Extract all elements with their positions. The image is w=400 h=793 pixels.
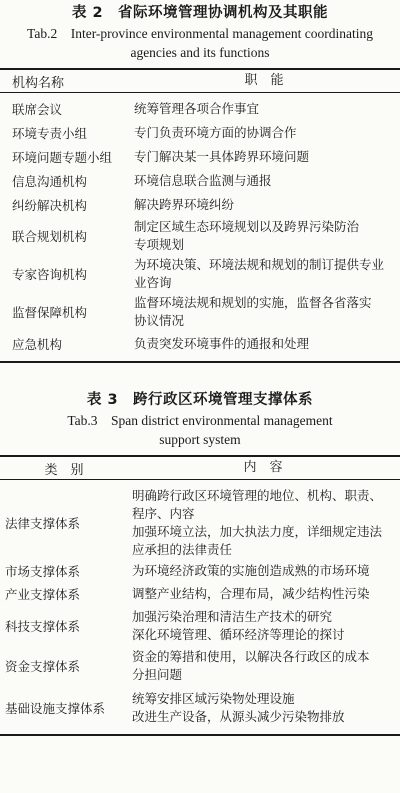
table-2 <box>0 0 400 363</box>
table-3-bottom-rule <box>0 734 400 736</box>
table-2-header-row <box>0 70 400 92</box>
table-3-header-row <box>0 457 400 479</box>
table-3-cell-name: 产业支撑体系 <box>5 587 81 602</box>
table-2-header-name: 机构名称 <box>12 75 65 91</box>
table-2-cell-name: 环境专责小组 <box>12 126 88 141</box>
table-2-row <box>0 145 400 169</box>
table-2-text-line: 协议情况 <box>134 313 185 328</box>
table-2-text-line: 专项规划 <box>134 237 185 252</box>
table-2-text-line: 专门解决某一具体跨界环境问题 <box>134 149 310 164</box>
table-2-cell-function <box>128 294 400 330</box>
table-2-cell-function <box>128 218 400 254</box>
table-3-text-line: 应承担的法律责任 <box>132 542 233 557</box>
table-3-text-line: 深化环境管理、循环经济等理论的探讨 <box>132 627 345 642</box>
table-3-text-line: 程序、内容 <box>132 506 195 521</box>
table-2-row <box>0 255 400 293</box>
table-3-row <box>0 582 400 606</box>
table-2-bottom-rule <box>0 361 400 363</box>
table-2-cell-function <box>128 100 400 118</box>
table-3-text-line: 明确跨行政区环境管理的地位、机构、职责、 <box>132 488 383 503</box>
table-3-title-en-line1: Tab.3 Span district environmental management <box>67 413 333 428</box>
table-2-text-line: 专门负责环境方面的协调合作 <box>134 125 297 140</box>
table-2-text-line: 统筹管理各项合作事宜 <box>134 101 260 116</box>
table-2-cell-name: 监督保障机构 <box>12 305 88 320</box>
table-3-text-line: 改进生产设备，从源头减少污染物排放 <box>132 709 345 724</box>
table-2-title-en-line2: agencies and its functions <box>130 45 270 60</box>
table-3-row <box>0 686 400 730</box>
table-2-row <box>0 331 400 357</box>
table-3-cell-content <box>128 690 400 726</box>
table-3-text-line: 加强环境立法，加大执法力度，详细规定违法 <box>132 524 383 539</box>
table-2-title-en-line1: Tab.2 Inter-province environmental management coordinating <box>27 26 373 41</box>
table-3-text-line: 统筹安排区域污染物处理设施 <box>132 691 295 706</box>
table-2-cell-function <box>128 148 400 166</box>
table-3-cell-content <box>128 562 400 580</box>
table-2-row <box>0 97 400 121</box>
table-3-text-line: 加强污染治理和清洁生产技术的研究 <box>132 609 333 624</box>
table-3-header-category: 类 别 <box>44 462 84 478</box>
table-2-cell-function <box>128 172 400 190</box>
table-3-row <box>0 560 400 582</box>
table-3-cell-content <box>128 585 400 603</box>
table-2-cell-name: 联合规划机构 <box>12 229 88 244</box>
table-3-row <box>0 486 400 560</box>
table-3-body <box>0 480 400 730</box>
table-3-title-en-line2: support system <box>159 432 241 447</box>
table-2-body <box>0 93 400 357</box>
table-3-text-line: 分担问题 <box>132 667 183 682</box>
table-3-cell-name: 市场支撑体系 <box>5 564 81 579</box>
table-3-cell-content <box>128 487 400 559</box>
table-2-cell-name: 联席会议 <box>12 102 63 117</box>
table-2-text-line: 制定区域生态环境规划以及跨界污染防治 <box>134 219 360 234</box>
table-3-header-content: 内 容 <box>243 460 283 475</box>
table-3-text-line: 为环境经济政策的实施创造成熟的市场环境 <box>132 563 370 578</box>
table-2-cell-function <box>128 124 400 142</box>
table-2-row <box>0 121 400 145</box>
table-2-header-function: 职 能 <box>244 73 284 88</box>
table-2-title-cn: 表 2 省际环境管理协调机构及其职能 <box>71 5 329 21</box>
table-2-row <box>0 293 400 331</box>
table-2-cell-function <box>128 196 400 214</box>
table-2-text-line: 解决跨界环境纠纷 <box>134 197 235 212</box>
table-2-cell-name: 专家咨询机构 <box>12 267 88 282</box>
table-2-text-line: 监督环境法规和规划的实施，监督各省落实 <box>134 295 372 310</box>
table-3-cell-content <box>128 648 400 684</box>
table-2-text-line: 为环境决策、环境法规和规划的制订提供专业 <box>134 257 385 272</box>
table-3-row <box>0 606 400 646</box>
table-2-cell-name: 纠纷解决机构 <box>12 198 88 213</box>
table-2-cell-function <box>128 335 400 353</box>
table-3-cell-name: 法律支撑体系 <box>5 516 81 531</box>
table-2-cell-name: 信息沟通机构 <box>12 174 88 189</box>
table-3-cell-name: 资金支撑体系 <box>5 659 81 674</box>
table-2-row <box>0 217 400 255</box>
table-2-row <box>0 169 400 193</box>
table-2-row <box>0 193 400 217</box>
table-2-text-line: 负责突发环境事件的通报和处理 <box>134 336 310 351</box>
table-3-row <box>0 646 400 686</box>
table-2-cell-name: 应急机构 <box>12 337 63 352</box>
table-3-cell-content <box>128 608 400 644</box>
table-3-cell-name: 基础设施支撑体系 <box>5 701 106 716</box>
table-2-text-line: 环境信息联合监测与通报 <box>134 173 272 188</box>
table-3-text-line: 资金的筹措和使用，以解决各行政区的成本 <box>132 649 370 664</box>
table-3-cell-name: 科技支撑体系 <box>5 619 81 634</box>
table-2-cell-function <box>128 256 400 292</box>
table-2-cell-name: 环境问题专题小组 <box>12 150 113 165</box>
table-2-text-line: 业咨询 <box>134 275 172 290</box>
table-3 <box>0 389 400 736</box>
table-3-title-cn: 表 3 跨行政区环境管理支撑体系 <box>86 392 314 408</box>
table-3-text-line: 调整产业结构，合理布局，减少结构性污染 <box>132 586 370 601</box>
